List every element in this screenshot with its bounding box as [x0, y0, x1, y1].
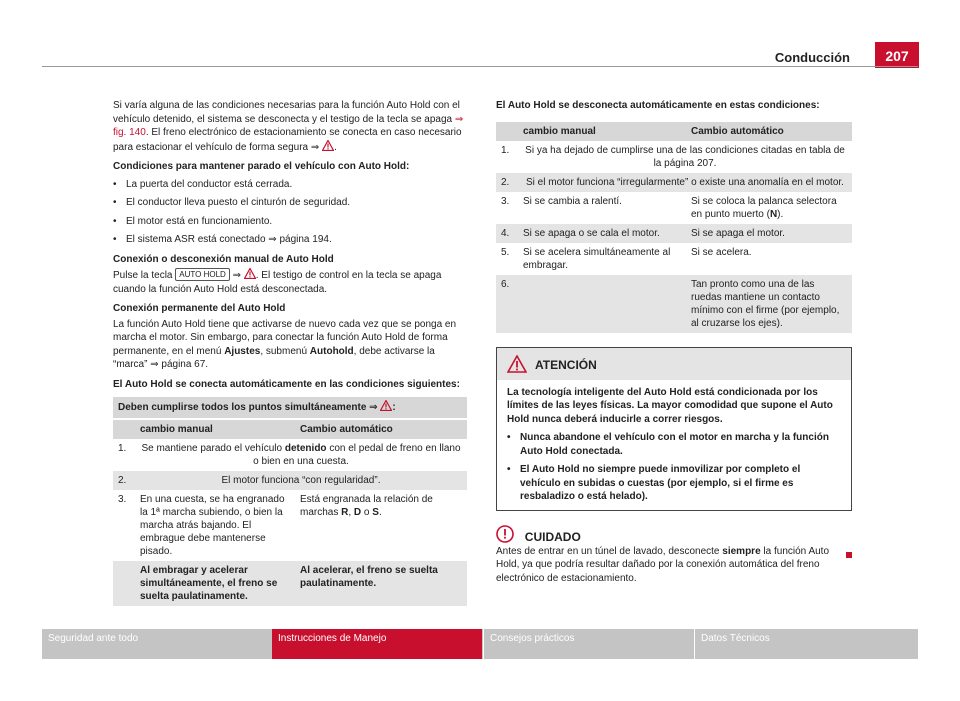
col-header-manual: cambio manual — [518, 122, 686, 141]
end-marker — [846, 552, 852, 558]
right-column — [496, 99, 852, 585]
cuidado-paragraph: Antes de entrar en un túnel de lavado, desconecte siempre la función Auto Hold, ya que podría resultar dañado por la conexión automática del freno electrónico de estacionamiento. — [496, 545, 830, 584]
atencion-title: ATENCIÓN — [535, 357, 597, 372]
footer-tab-seguridad[interactable]: Seguridad ante todo — [48, 633, 139, 644]
list-item: • Nunca abandone el vehículo con el motor en marcha y la función Auto Hold conectada. — [507, 431, 841, 458]
auto-off-title: El Auto Hold se desconecta automáticamente en estas condiciones: — [496, 100, 820, 111]
auto-on-title: El Auto Hold se conecta automáticamente en las condiciones siguientes: — [113, 378, 460, 390]
list-item: • La puerta del conductor está cerrada. — [113, 178, 467, 192]
warning-icon — [322, 140, 334, 151]
table-row: 3. En una cuesta, se ha engranado la 1ª marcha subiendo, o bien la marcha atrás bajando. El embrague debe mantenerse pisado. Está engranada la relación de marchas R, D o S. — [113, 490, 467, 561]
table-row: 1. Si ya ha dejado de cumplirse una de las condiciones citadas en tabla de la página 207. — [496, 141, 852, 173]
table-row: 3. Si se cambia a ralentí. Si se coloca la palanca selectora en punto muerto (N). — [496, 192, 852, 224]
cuidado-section — [496, 525, 852, 586]
warning-icon — [380, 400, 392, 411]
warning-icon — [507, 355, 527, 373]
auto-on-table — [113, 420, 467, 606]
table-header-row — [496, 122, 852, 141]
atencion-paragraph: La tecnología inteligente del Auto Hold está condicionada por los límites de las leyes físicas. La mayor comodidad que supone el Auto Hold nunca deberá inducirle a correr riesgos. — [507, 386, 833, 425]
auto-hold-key: AUTO HOLD — [175, 268, 230, 281]
col-header-auto: Cambio automático — [295, 420, 467, 439]
atencion-body — [497, 380, 851, 510]
table-row: 6. Tan pronto como una de las ruedas mantiene un contacto mínimo con el firme (por ejemplo, al cruzarse los ejes). — [496, 275, 852, 333]
col-header-auto: Cambio automático — [686, 122, 852, 141]
page-number: 207 — [875, 42, 919, 68]
footer-tab-datos[interactable]: Datos Técnicos — [694, 629, 918, 659]
exclamation-circle-icon — [496, 525, 514, 543]
table-row: 1. Se mantiene parado el vehículo detenido con el pedal de freno en llano o bien en una cuesta. — [113, 439, 467, 471]
left-column — [113, 99, 467, 606]
atencion-header — [497, 348, 851, 380]
auto-off-table — [496, 122, 852, 333]
table-header-row — [113, 420, 467, 439]
header-rule — [42, 66, 918, 67]
col-header-manual: cambio manual — [135, 420, 295, 439]
table-row: 2. El motor funciona “con regularidad”. — [113, 471, 467, 490]
list-item: • El conductor lleva puesto el cinturón de seguridad. — [113, 196, 467, 210]
perm-title: Conexión permanente del Auto Hold — [113, 303, 286, 314]
table-row: 2. Si el motor funciona “irregularmente” o existe una anomalía en el motor. — [496, 173, 852, 192]
fig-link[interactable]: ⇒ fig. 140 — [113, 113, 464, 138]
footer-tab-consejos[interactable]: Consejos prácticos — [483, 629, 693, 659]
intro-paragraph: Si varía alguna de las condiciones necesarias para la función Auto Hold con el vehículo detenido, el sistema se desconecta y el testigo de la tecla se apaga ⇒ fig. 140. El freno electrónico de estacionamiento se conecta en caso necesario para estacionar el vehículo de forma segura ⇒ . — [113, 100, 464, 153]
manual-title: Conexión o desconexión manual de Auto Hold — [113, 253, 334, 265]
cuidado-header — [496, 525, 852, 545]
table-row: 4. Si se apaga o se cala el motor. Si se apaga el motor. — [496, 224, 852, 243]
section-title: Conducción — [774, 50, 850, 65]
conditions-list — [113, 178, 467, 247]
table-row: Al embragar y acelerar simultáneamente, el freno se suelta paulatinamente. Al acelerar, el freno se suelta paulatinamente. — [113, 561, 467, 606]
conditions-title: Condiciones para mantener parado el vehículo con Auto Hold: — [113, 161, 410, 172]
footer-tab-instrucciones[interactable]: Instrucciones de Manejo — [272, 629, 482, 659]
table-title: Deben cumplirse todos los puntos simultáneamente ⇒ : — [113, 397, 467, 418]
manual-paragraph: Pulse la tecla AUTO HOLD ⇒ . El testigo de control en la tecla se apaga cuando la función Auto Hold está desconectada. — [113, 270, 442, 295]
list-item: • El motor está en funcionamiento. — [113, 215, 467, 229]
list-item: • El Auto Hold no siempre puede inmovilizar por completo el vehículo en subidas o cuestas (por ejemplo, si el firme es resbaladizo o está helado). — [507, 463, 841, 504]
list-item: • El sistema ASR está conectado ⇒ página 194. — [113, 233, 467, 247]
table-row: 5. Si se acelera simultáneamente al embragar. Si se acelera. — [496, 243, 852, 275]
footer-nav — [42, 629, 918, 659]
perm-paragraph: La función Auto Hold tiene que activarse de nuevo cada vez que se ponga en marcha el motor. Sin embargo, para conectar la función Auto Hold de forma permanente, en el menú Ajustes, submenú Autohold, debe activarse la “marca” ⇒ página 67. — [113, 318, 457, 370]
warning-icon — [244, 268, 256, 279]
cuidado-title: CUIDADO — [524, 529, 581, 544]
atencion-box — [496, 347, 852, 511]
